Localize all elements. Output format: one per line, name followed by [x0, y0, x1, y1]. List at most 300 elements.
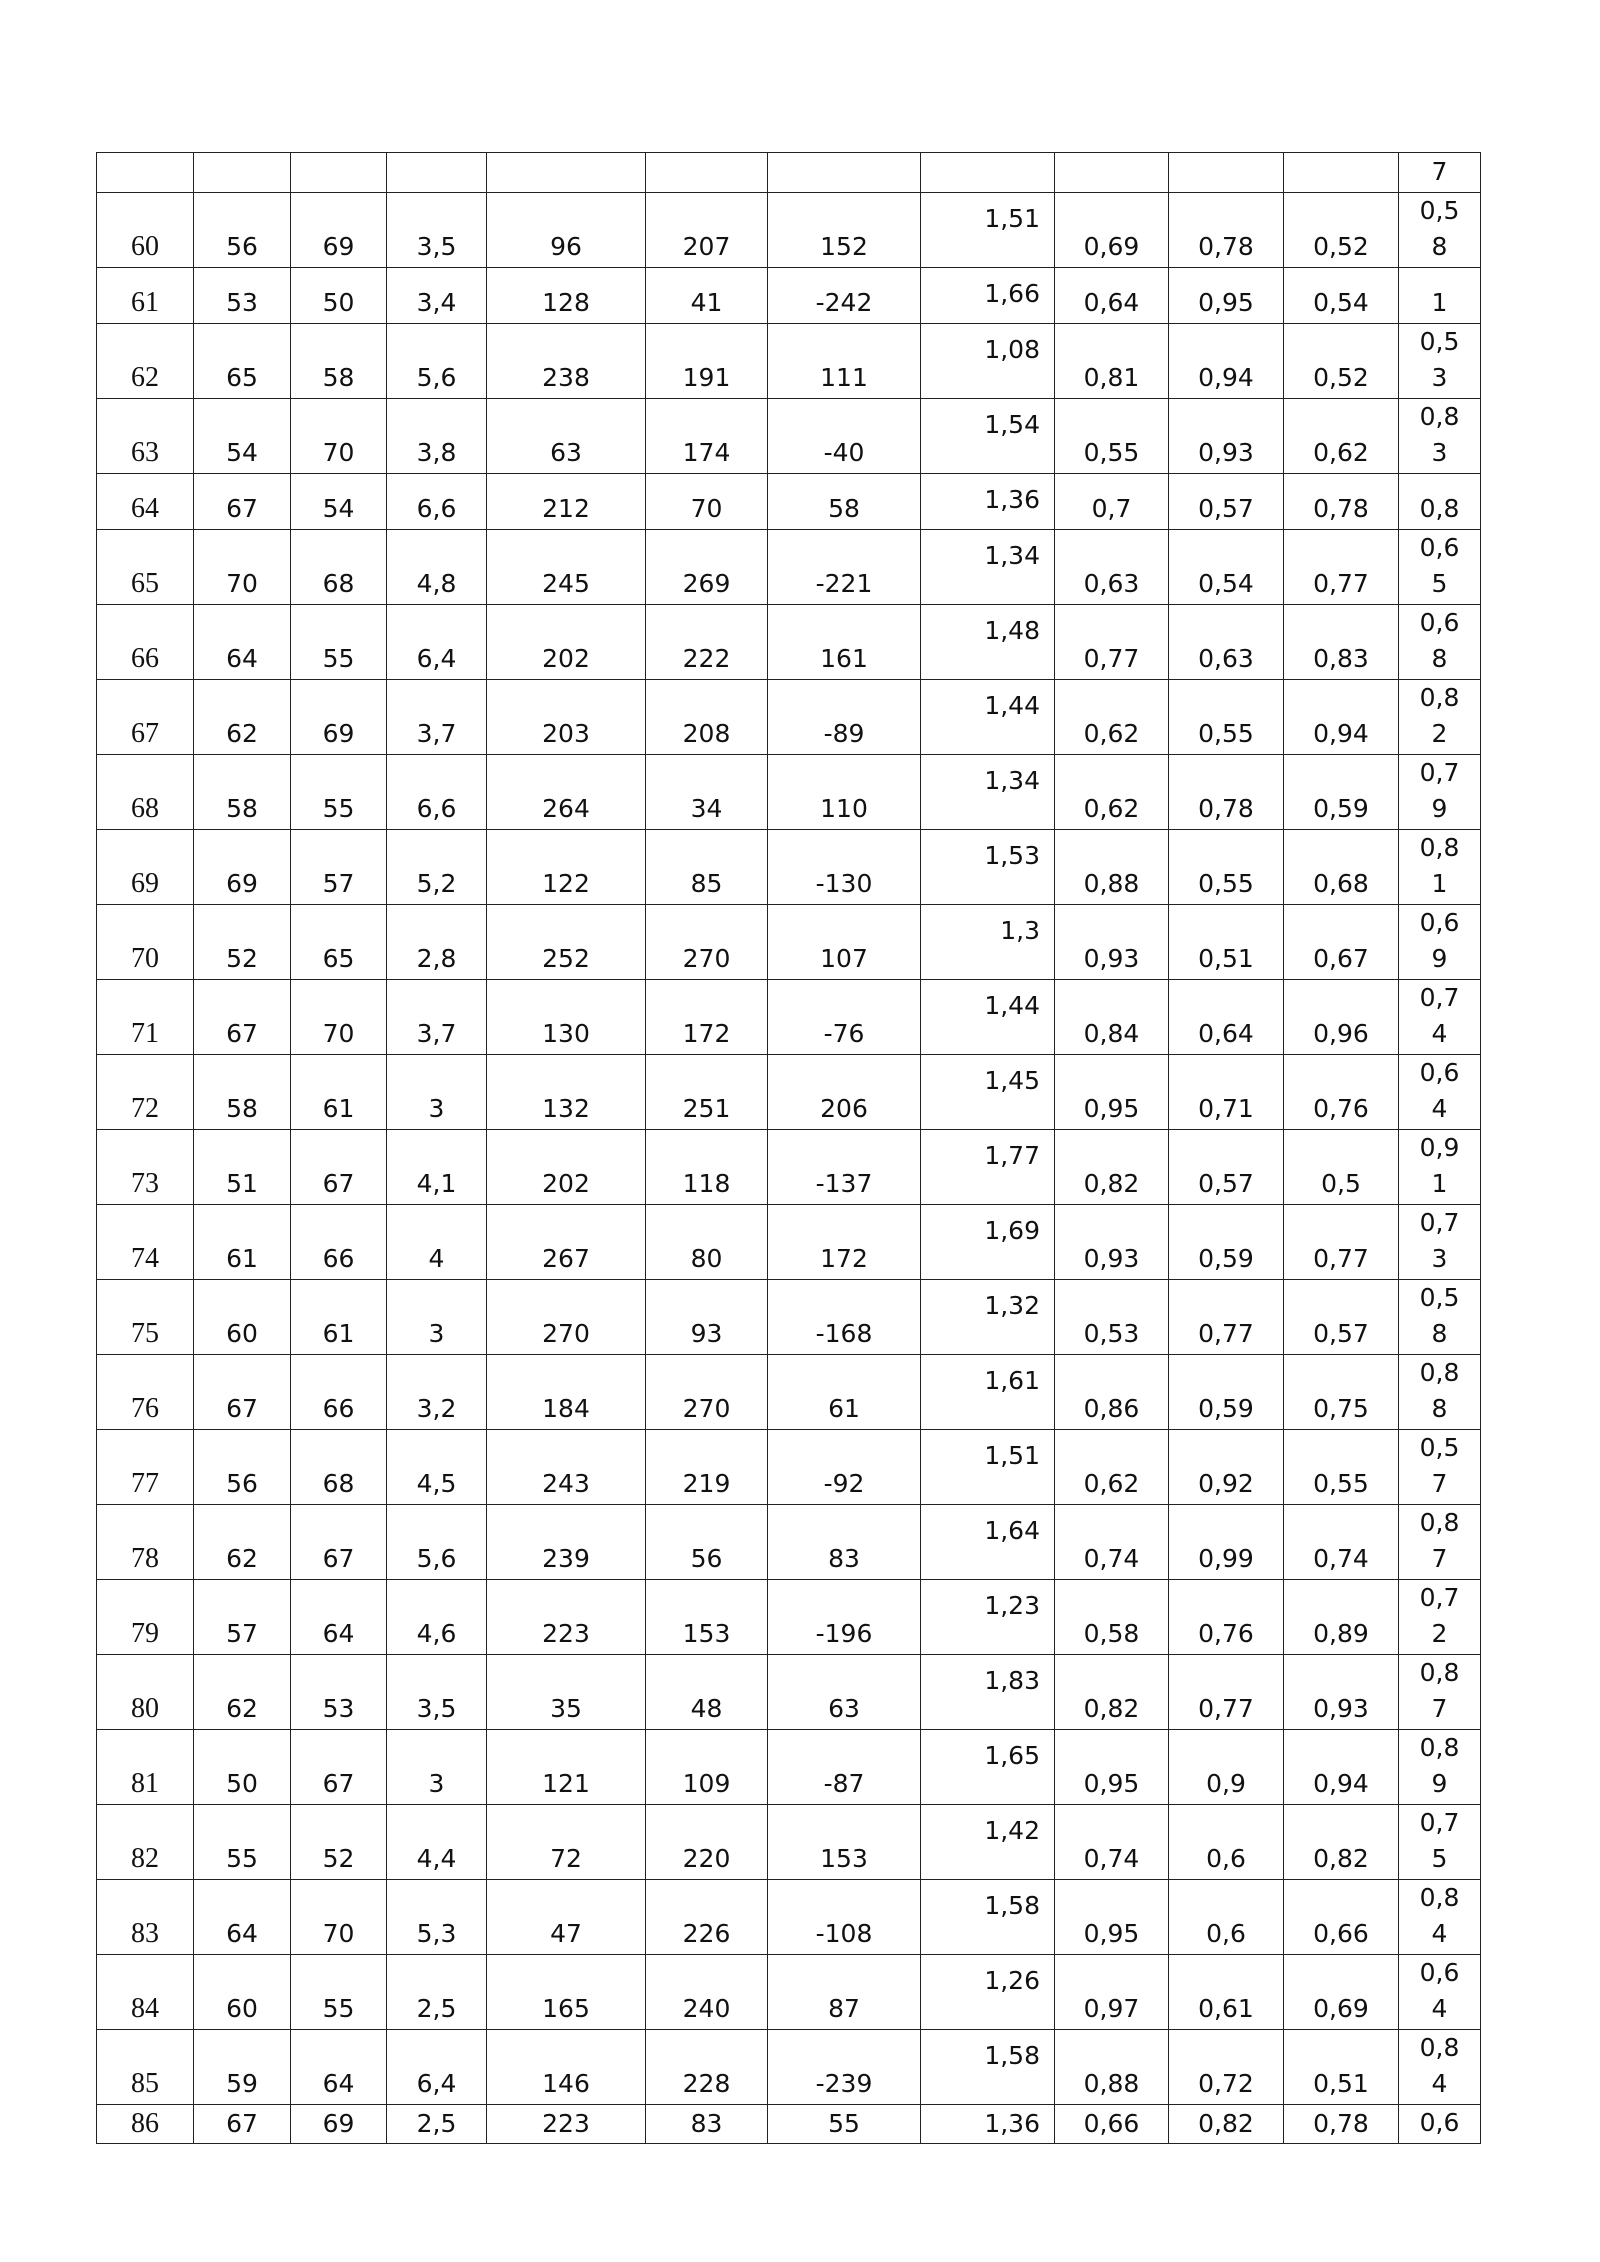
- table-cell: -242: [768, 268, 921, 324]
- table-cell: [194, 153, 291, 193]
- table-cell: 1,34: [921, 755, 1055, 830]
- table-cell: 153: [646, 1580, 768, 1655]
- table-cell: 67: [291, 1730, 387, 1805]
- table-cell: 152: [768, 193, 921, 268]
- table-cell: 0,59: [1169, 1355, 1284, 1430]
- table-cell: 67: [194, 2105, 291, 2144]
- table-cell: 1,44: [921, 980, 1055, 1055]
- table-cell: 55: [291, 605, 387, 680]
- table-cell: 5,3: [387, 1880, 487, 1955]
- table-row: [97, 1505, 1481, 1580]
- table-cell: 61: [768, 1355, 921, 1430]
- wrapped-cell-line: 9: [1431, 1769, 1448, 1798]
- wrapped-cell-line: 0,6: [1419, 2108, 1460, 2137]
- wrapped-cell-line: 4: [1431, 1919, 1448, 1948]
- table-cell: 0,74: [1284, 1505, 1399, 1580]
- table-cell: 4,4: [387, 1805, 487, 1880]
- row-number-cell: 68: [97, 755, 194, 830]
- table-cell: 228: [646, 2030, 768, 2105]
- wrapped-cell: [1399, 980, 1481, 1055]
- table-cell: 0,78: [1284, 474, 1399, 530]
- table-cell: 251: [646, 1055, 768, 1130]
- table-cell: 1,77: [921, 1130, 1055, 1205]
- wrapped-cell-line: 8: [1431, 232, 1448, 261]
- table-cell: 61: [291, 1055, 387, 1130]
- table-cell: 0,63: [1055, 530, 1169, 605]
- table-cell: 0,94: [1284, 680, 1399, 755]
- table-cell: 67: [291, 1130, 387, 1205]
- table-cell: -130: [768, 830, 921, 905]
- table-cell: 111: [768, 324, 921, 399]
- table-cell: 243: [487, 1430, 646, 1505]
- table-cell: 1,26: [921, 1955, 1055, 2030]
- table-row: [97, 1205, 1481, 1280]
- wrapped-cell: [1399, 1730, 1481, 1805]
- table-cell: 4: [387, 1205, 487, 1280]
- wrapped-cell: [1399, 1280, 1481, 1355]
- table-cell: 165: [487, 1955, 646, 2030]
- table-cell: 70: [194, 530, 291, 605]
- table-cell: 1,45: [921, 1055, 1055, 1130]
- table-cell: 1,54: [921, 399, 1055, 474]
- table-cell: 6,4: [387, 2030, 487, 2105]
- wrapped-cell-line: 5: [1431, 1844, 1448, 1873]
- wrapped-cell-line: 1: [1431, 288, 1448, 317]
- table-cell: 56: [646, 1505, 768, 1580]
- table-cell: 0,74: [1055, 1805, 1169, 1880]
- table-cell: 207: [646, 193, 768, 268]
- table-row: [97, 1280, 1481, 1355]
- table-cell: 208: [646, 680, 768, 755]
- row-number-cell: 70: [97, 905, 194, 980]
- table-cell: -92: [768, 1430, 921, 1505]
- table-cell: 0,95: [1055, 1055, 1169, 1130]
- table-cell: 0,69: [1055, 193, 1169, 268]
- wrapped-cell: [1399, 1055, 1481, 1130]
- table-cell: 191: [646, 324, 768, 399]
- table-cell: 68: [291, 1430, 387, 1505]
- table-cell: 172: [768, 1205, 921, 1280]
- table-cell: 0,72: [1169, 2030, 1284, 2105]
- wrapped-cell-line: 4: [1431, 1094, 1448, 1123]
- table-cell: 66: [291, 1205, 387, 1280]
- table-cell: 110: [768, 755, 921, 830]
- table-cell: 83: [646, 2105, 768, 2144]
- wrapped-cell: [1399, 474, 1481, 530]
- wrapped-cell: [1399, 2105, 1481, 2144]
- table-cell: 69: [291, 2105, 387, 2144]
- table-cell: 0,62: [1284, 399, 1399, 474]
- table-cell: 0,54: [1169, 530, 1284, 605]
- table-cell: 67: [194, 980, 291, 1055]
- wrapped-cell: [1399, 399, 1481, 474]
- table-cell: 3: [387, 1730, 487, 1805]
- table-cell: 4,8: [387, 530, 487, 605]
- table-cell: 3: [387, 1055, 487, 1130]
- table-cell: 0,66: [1055, 2105, 1169, 2144]
- table-cell: 1,65: [921, 1730, 1055, 1805]
- table-cell: 202: [487, 605, 646, 680]
- table-cell: 0,82: [1284, 1805, 1399, 1880]
- table-cell: 5,6: [387, 324, 487, 399]
- wrapped-cell: [1399, 1205, 1481, 1280]
- table-row: [97, 1730, 1481, 1805]
- table-cell: 55: [291, 755, 387, 830]
- table-cell: 3,5: [387, 1655, 487, 1730]
- table-cell: -89: [768, 680, 921, 755]
- table-cell: 226: [646, 1880, 768, 1955]
- wrapped-cell: [1399, 1580, 1481, 1655]
- table-cell: 203: [487, 680, 646, 755]
- table-cell: 0,71: [1169, 1055, 1284, 1130]
- wrapped-cell-line: 0,8: [1419, 683, 1460, 712]
- table-cell: 0,78: [1169, 755, 1284, 830]
- table-cell: 223: [487, 2105, 646, 2144]
- wrapped-cell-line: 0,8: [1419, 1358, 1460, 1387]
- table-cell: 1,36: [921, 2105, 1055, 2144]
- table-cell: 0,55: [1055, 399, 1169, 474]
- table-cell: 53: [291, 1655, 387, 1730]
- wrapped-cell-line: 7: [1431, 1544, 1448, 1573]
- table-cell: 2,5: [387, 2105, 487, 2144]
- table-cell: 5,2: [387, 830, 487, 905]
- table-cell: 128: [487, 268, 646, 324]
- table-cell: 269: [646, 530, 768, 605]
- row-number-cell: 75: [97, 1280, 194, 1355]
- table-cell: 60: [194, 1280, 291, 1355]
- table-cell: 1,23: [921, 1580, 1055, 1655]
- table-cell: [768, 153, 921, 193]
- table-cell: 48: [646, 1655, 768, 1730]
- table-row: [97, 474, 1481, 530]
- row-number-cell: 79: [97, 1580, 194, 1655]
- row-number-cell: 81: [97, 1730, 194, 1805]
- table-cell: 70: [646, 474, 768, 530]
- wrapped-cell-line: 0,6: [1419, 608, 1460, 637]
- table-cell: 0,62: [1055, 755, 1169, 830]
- table-cell: 0,95: [1055, 1880, 1169, 1955]
- table-cell: 0,68: [1284, 830, 1399, 905]
- table-cell: 174: [646, 399, 768, 474]
- table-cell: [291, 153, 387, 193]
- table-cell: 0,51: [1169, 905, 1284, 980]
- table-cell: 0,55: [1284, 1430, 1399, 1505]
- table-cell: 0,9: [1169, 1730, 1284, 1805]
- wrapped-cell-line: 7: [1431, 1469, 1448, 1498]
- table-row: [97, 1355, 1481, 1430]
- wrapped-cell: [1399, 1805, 1481, 1880]
- table-cell: 64: [194, 605, 291, 680]
- table-cell: 172: [646, 980, 768, 1055]
- row-number-cell: 63: [97, 399, 194, 474]
- table-cell: 0,6: [1169, 1880, 1284, 1955]
- row-number-cell: 84: [97, 1955, 194, 2030]
- wrapped-cell-line: 0,7: [1419, 758, 1460, 787]
- table-cell: 0,78: [1169, 193, 1284, 268]
- table-cell: [487, 153, 646, 193]
- table-cell: 56: [194, 1430, 291, 1505]
- table-cell: 0,84: [1055, 980, 1169, 1055]
- table-cell: 67: [194, 1355, 291, 1430]
- table-cell: 1,32: [921, 1280, 1055, 1355]
- table-cell: 1,34: [921, 530, 1055, 605]
- wrapped-cell-line: 0,6: [1419, 1958, 1460, 1987]
- table-row: [97, 2030, 1481, 2105]
- table-cell: 72: [487, 1805, 646, 1880]
- table-cell: 93: [646, 1280, 768, 1355]
- table-cell: -168: [768, 1280, 921, 1355]
- table-row: [97, 680, 1481, 755]
- table-cell: 50: [194, 1730, 291, 1805]
- table-cell: 3,8: [387, 399, 487, 474]
- wrapped-cell-line: 0,7: [1419, 1808, 1460, 1837]
- table-row: [97, 1130, 1481, 1205]
- table-cell: 0,6: [1169, 1805, 1284, 1880]
- table-cell: 0,63: [1169, 605, 1284, 680]
- table-cell: 58: [291, 324, 387, 399]
- table-row: [97, 193, 1481, 268]
- table-cell: [387, 153, 487, 193]
- table-cell: 0,64: [1055, 268, 1169, 324]
- table-cell: 41: [646, 268, 768, 324]
- table-cell: 52: [291, 1805, 387, 1880]
- wrapped-cell-line: 0,7: [1419, 1583, 1460, 1612]
- wrapped-cell-line: 1: [1431, 869, 1448, 898]
- table-cell: 1,48: [921, 605, 1055, 680]
- table-cell: 2,8: [387, 905, 487, 980]
- table-cell: 0,64: [1169, 980, 1284, 1055]
- wrapped-cell: [1399, 1880, 1481, 1955]
- table-body: [97, 153, 1481, 2144]
- wrapped-cell-line: 0,8: [1419, 402, 1460, 431]
- table-row: [97, 605, 1481, 680]
- table-cell: 0,66: [1284, 1880, 1399, 1955]
- table-cell: 1,51: [921, 193, 1055, 268]
- table-cell: 1,42: [921, 1805, 1055, 1880]
- wrapped-cell-line: 0,6: [1419, 1058, 1460, 1087]
- table-cell: 57: [194, 1580, 291, 1655]
- table-cell: -239: [768, 2030, 921, 2105]
- row-number-cell: 65: [97, 530, 194, 605]
- wrapped-cell-line: 3: [1431, 438, 1448, 467]
- table-cell: 83: [768, 1505, 921, 1580]
- table-cell: 0,88: [1055, 830, 1169, 905]
- table-cell: 0,69: [1284, 1955, 1399, 2030]
- table-cell: -196: [768, 1580, 921, 1655]
- table-cell: 0,93: [1055, 905, 1169, 980]
- wrapped-cell-line: 0,5: [1419, 327, 1460, 356]
- table-cell: 47: [487, 1880, 646, 1955]
- table-cell: 212: [487, 474, 646, 530]
- row-number-cell: 67: [97, 680, 194, 755]
- table-cell: 54: [194, 399, 291, 474]
- wrapped-cell: [1399, 1955, 1481, 2030]
- wrapped-cell-line: 8: [1431, 1319, 1448, 1348]
- table-cell: 63: [487, 399, 646, 474]
- row-number-cell: 77: [97, 1430, 194, 1505]
- wrapped-cell: [1399, 324, 1481, 399]
- table-cell: 0,93: [1055, 1205, 1169, 1280]
- wrapped-cell: [1399, 193, 1481, 268]
- wrapped-cell-line: 0,8: [1419, 1508, 1460, 1537]
- table-cell: 96: [487, 193, 646, 268]
- table-cell: 0,75: [1284, 1355, 1399, 1430]
- table-cell: 67: [291, 1505, 387, 1580]
- table-cell: 121: [487, 1730, 646, 1805]
- table-cell: 219: [646, 1430, 768, 1505]
- table-cell: 61: [194, 1205, 291, 1280]
- table-cell: 35: [487, 1655, 646, 1730]
- table-row: [97, 1055, 1481, 1130]
- table-row: [97, 153, 1481, 193]
- wrapped-cell-line: 0,5: [1419, 1283, 1460, 1312]
- table-cell: 1,51: [921, 1430, 1055, 1505]
- table-cell: 0,59: [1284, 755, 1399, 830]
- table-cell: 34: [646, 755, 768, 830]
- table-cell: 1,58: [921, 2030, 1055, 2105]
- table-cell: [1169, 153, 1284, 193]
- table-cell: 122: [487, 830, 646, 905]
- table-cell: 64: [194, 1880, 291, 1955]
- table-cell: 6,6: [387, 755, 487, 830]
- table-cell: 161: [768, 605, 921, 680]
- table-row: [97, 1655, 1481, 1730]
- table-cell: 0,82: [1055, 1655, 1169, 1730]
- table-cell: 0,54: [1284, 268, 1399, 324]
- table-cell: [97, 153, 194, 193]
- table-cell: 0,86: [1055, 1355, 1169, 1430]
- table-cell: 0,77: [1284, 530, 1399, 605]
- table-cell: 2,5: [387, 1955, 487, 2030]
- table-cell: -87: [768, 1730, 921, 1805]
- table-cell: 118: [646, 1130, 768, 1205]
- table-cell: 0,57: [1284, 1280, 1399, 1355]
- table-cell: 0,51: [1284, 2030, 1399, 2105]
- table-cell: 264: [487, 755, 646, 830]
- table-cell: 55: [291, 1955, 387, 2030]
- table-cell: 80: [646, 1205, 768, 1280]
- table-cell: 70: [291, 399, 387, 474]
- table-cell: 0,89: [1284, 1580, 1399, 1655]
- table-cell: [1284, 153, 1399, 193]
- table-cell: 0,76: [1169, 1580, 1284, 1655]
- table-cell: 0,52: [1284, 193, 1399, 268]
- table-cell: 3,4: [387, 268, 487, 324]
- table-cell: 1,44: [921, 680, 1055, 755]
- table-cell: 1,36: [921, 474, 1055, 530]
- table-cell: 51: [194, 1130, 291, 1205]
- wrapped-cell-line: 1: [1431, 1169, 1448, 1198]
- wrapped-cell: [1399, 680, 1481, 755]
- table-cell: 69: [291, 680, 387, 755]
- wrapped-cell: [1399, 1505, 1481, 1580]
- table-row: [97, 755, 1481, 830]
- table-cell: 53: [194, 268, 291, 324]
- table-cell: 65: [291, 905, 387, 980]
- table-cell: 0,7: [1055, 474, 1169, 530]
- row-number-cell: 72: [97, 1055, 194, 1130]
- table-cell: 1,69: [921, 1205, 1055, 1280]
- table-cell: 4,1: [387, 1130, 487, 1205]
- table-cell: 68: [291, 530, 387, 605]
- table-cell: 0,93: [1169, 399, 1284, 474]
- wrapped-cell-line: 0,5: [1419, 196, 1460, 225]
- table-row: [97, 1955, 1481, 2030]
- table-cell: 223: [487, 1580, 646, 1655]
- table-cell: 85: [646, 830, 768, 905]
- table-cell: 57: [291, 830, 387, 905]
- table-cell: 0,95: [1169, 268, 1284, 324]
- table-cell: 132: [487, 1055, 646, 1130]
- wrapped-cell-line: 9: [1431, 944, 1448, 973]
- table-cell: 1,83: [921, 1655, 1055, 1730]
- table-cell: 0,99: [1169, 1505, 1284, 1580]
- table-cell: -76: [768, 980, 921, 1055]
- table-cell: 52: [194, 905, 291, 980]
- table-cell: 63: [768, 1655, 921, 1730]
- table-cell: [1055, 153, 1169, 193]
- wrapped-cell: [1399, 1655, 1481, 1730]
- row-number-cell: 60: [97, 193, 194, 268]
- wrapped-cell: [1399, 2030, 1481, 2105]
- table-cell: -137: [768, 1130, 921, 1205]
- table-cell: 1,08: [921, 324, 1055, 399]
- wrapped-cell-line: 9: [1431, 794, 1448, 823]
- row-number-cell: 64: [97, 474, 194, 530]
- table-cell: 0,52: [1284, 324, 1399, 399]
- table-cell: 0,55: [1169, 830, 1284, 905]
- table-cell: 60: [194, 1955, 291, 2030]
- table-cell: 62: [194, 680, 291, 755]
- table-row: [97, 1805, 1481, 1880]
- table-cell: 0,77: [1169, 1655, 1284, 1730]
- table-cell: 0,82: [1169, 2105, 1284, 2144]
- table-cell: 58: [194, 1055, 291, 1130]
- wrapped-cell-line: 2: [1431, 1619, 1448, 1648]
- table-cell: 56: [194, 193, 291, 268]
- table-cell: 0,77: [1169, 1280, 1284, 1355]
- wrapped-cell: [1399, 755, 1481, 830]
- table-row: [97, 268, 1481, 324]
- wrapped-cell: [1399, 1130, 1481, 1205]
- table-cell: 59: [194, 2030, 291, 2105]
- table-cell: 69: [194, 830, 291, 905]
- table-cell: 55: [194, 1805, 291, 1880]
- table-cell: 0,55: [1169, 680, 1284, 755]
- table-cell: 0,82: [1055, 1130, 1169, 1205]
- table-cell: 252: [487, 905, 646, 980]
- table-cell: 0,58: [1055, 1580, 1169, 1655]
- table-row: [97, 830, 1481, 905]
- table-cell: 1,61: [921, 1355, 1055, 1430]
- wrapped-cell-line: 0,9: [1419, 1133, 1460, 1162]
- table-cell: 146: [487, 2030, 646, 2105]
- table-cell: 184: [487, 1355, 646, 1430]
- table-cell: 70: [291, 980, 387, 1055]
- wrapped-cell-line: 0,8: [1419, 2033, 1460, 2062]
- wrapped-cell: [1399, 905, 1481, 980]
- row-number-cell: 61: [97, 268, 194, 324]
- table-cell: 239: [487, 1505, 646, 1580]
- wrapped-cell-line: 7: [1431, 1694, 1448, 1723]
- table-cell: 67: [194, 474, 291, 530]
- table-cell: 0,57: [1169, 474, 1284, 530]
- row-number-cell: 76: [97, 1355, 194, 1430]
- wrapped-cell: [1399, 605, 1481, 680]
- wrapped-cell-line: 0,8: [1419, 494, 1460, 523]
- table-cell: 238: [487, 324, 646, 399]
- table-cell: -40: [768, 399, 921, 474]
